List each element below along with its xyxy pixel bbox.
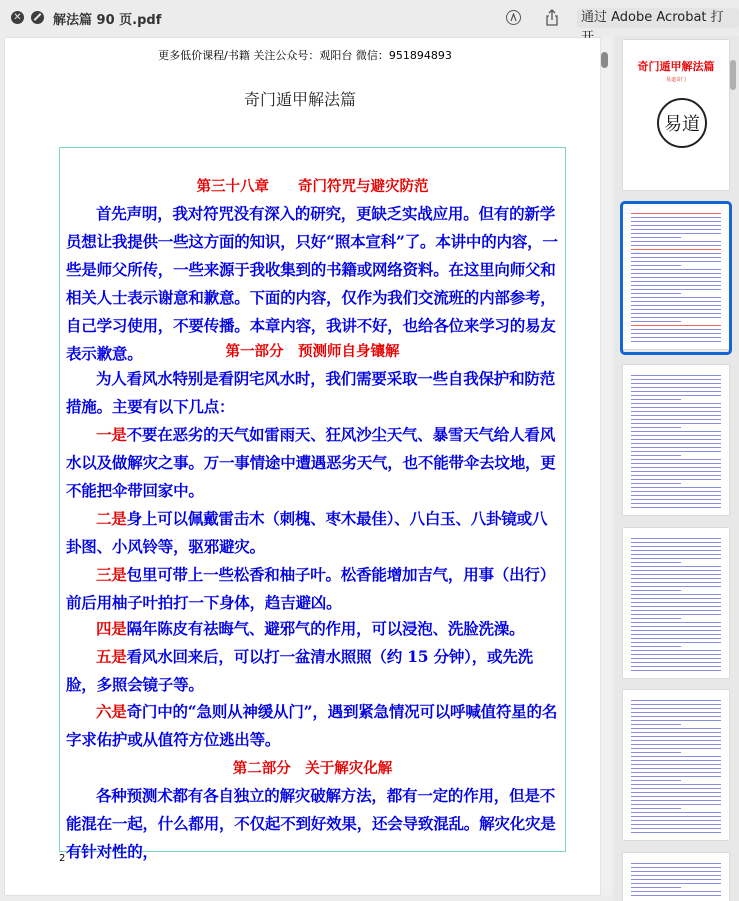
part1-heading: 第一部分 预测师自身镶解 [225, 343, 400, 360]
thumbnail-text-line [631, 471, 721, 472]
document-scrollbar[interactable] [600, 40, 610, 895]
thumbnail-text-line [631, 712, 721, 713]
thumbnail-text-line [631, 423, 721, 424]
thumbnail-text-line [631, 792, 721, 793]
thumbnail-text-line [631, 883, 721, 884]
list-item: 四是隔年陈皮有祛晦气、避邪气的作用，可以浸泡、洗脸洗澡。 [96, 619, 525, 638]
thumbnail-text-line [631, 395, 721, 396]
thumbnail-text-line [631, 832, 721, 833]
thumbnail-text-line [631, 744, 721, 745]
thumbnail-text-line [631, 459, 721, 460]
cover-title: 奇门遁甲解法篇 [637, 60, 715, 73]
thumbnail-text-line [631, 447, 721, 448]
thumbnail-text-line [631, 538, 721, 539]
list-item: 二是身上可以佩戴雷击木（刺槐、枣木最佳）、八白玉、八卦镜或八卦图、小风铃等，驱邪避灾。 [66, 509, 548, 556]
thumbnail-text-line [631, 666, 721, 667]
thumbnail-text-line [631, 704, 721, 705]
thumbnail-text-line [631, 582, 721, 583]
thumbnail-text-line [631, 578, 721, 579]
thumbnail-text-line [631, 491, 721, 492]
thumbnail-text-line [631, 455, 681, 456]
thumbnail-text-line [631, 879, 721, 880]
thumbnail-text-line [631, 895, 721, 896]
thumbnail-text-line [631, 863, 721, 864]
thumbnail-text-line [631, 550, 721, 551]
thumbnail-text-line [631, 708, 721, 709]
cover-subtitle: 易道奇门 [665, 77, 686, 83]
thumbnail-text-line [631, 875, 721, 876]
thumbnail-text-line [631, 602, 721, 603]
thumbnail-text-line [631, 820, 721, 821]
thumbnail-text-line [631, 507, 721, 508]
cover-logo [657, 98, 707, 148]
page-title: 奇门遁甲解法篇 [243, 90, 356, 109]
thumbnail-text-line [631, 475, 721, 476]
thumbnail-page-3[interactable] [623, 365, 729, 515]
thumbnail-text-line [631, 439, 721, 440]
thumbnail-text-line [631, 634, 721, 635]
thumbnail-text-line [631, 435, 721, 436]
part2-heading: 第二部分 关于解灾化解 [232, 760, 393, 777]
thumbnail-text-line [631, 594, 721, 595]
content-frame [59, 147, 566, 861]
thumbnail-text-line [631, 780, 681, 781]
thumbnail-text-line [631, 487, 721, 488]
thumbnail-text-line [631, 562, 681, 563]
thumbnail-text-line [631, 816, 721, 817]
thumbnail-text-line [631, 479, 721, 480]
sidebar-scrollbar[interactable] [730, 60, 736, 90]
title-bar [0, 0, 739, 36]
thumbnail-text-line [631, 756, 721, 757]
thumbnail-text-line [631, 495, 721, 496]
page-number: 2 [59, 853, 66, 864]
thumbnail-text-line [631, 618, 681, 619]
thumbnail-text-line [631, 891, 721, 892]
thumbnail-text-line [631, 379, 721, 380]
thumbnail-text-line [631, 670, 721, 671]
thumbnail-text-line [631, 554, 721, 555]
chapter-heading: 第三十八章 奇门符咒与避灾防范 [196, 178, 429, 195]
thumbnail-text-line [631, 728, 721, 729]
thumbnail-text-line [631, 431, 721, 432]
thumbnail-text-line [631, 752, 681, 753]
thumbnail-text-line [631, 610, 721, 611]
thumbnail-text-line [631, 776, 721, 777]
thumbnail-text-line [631, 566, 721, 567]
thumbnail-text-line [631, 558, 721, 559]
thumbnail-page-6[interactable] [623, 853, 729, 901]
thumbnail-text-line [631, 399, 681, 400]
thumbnail-text-line [631, 658, 721, 659]
thumbnail-text-line [631, 804, 721, 805]
thumbnail-text-line [631, 383, 721, 384]
thumbnail-text-line [631, 740, 721, 741]
thumbnail-text-line [631, 654, 721, 655]
thumbnail-text-line [631, 546, 721, 547]
thumbnail-text-line [631, 812, 721, 813]
thumbnail-text-line [631, 590, 681, 591]
cover-logo-text: 易道 [664, 114, 700, 135]
thumbnail-text-line [631, 808, 681, 809]
thumbnail-text-line [631, 720, 721, 721]
thumbnail-page-1[interactable] [623, 40, 729, 190]
thumbnail-text-line [631, 419, 721, 420]
thumbnail-text-line [631, 626, 721, 627]
thumbnail-text-line [631, 391, 721, 392]
thumbnail-text-line [631, 499, 721, 500]
share-icon[interactable] [545, 9, 559, 27]
thumbnail-text-line [631, 503, 721, 504]
page-header: 更多低价课程/书籍 关注公众号：观阳台 微信：951894893 [158, 49, 452, 62]
intro-paragraph: 首先声明，我对符咒没有深入的研究，更缺乏实战应用。但有的新学员想让我提供一些这方面的知识，只好“照本宣科”了。本讲中的内容，一些是师父所传，一些来源于我收集到的书籍或网络资料。在这里向师父和相关人士表示谢意和歉意。下面的内容，仅作为我们交流班的内部参考，自己学习使用，不要传播。本章内容，我讲不好，也给各位来学习的易友表示歉意。 [66, 204, 558, 363]
thumbnail-text-line [631, 716, 721, 717]
thumbnail-text-line [631, 606, 721, 607]
thumbnail-selection [620, 201, 732, 355]
markup-icon[interactable] [506, 10, 521, 25]
thumbnail-page-5[interactable] [623, 690, 729, 840]
block-icon[interactable] [31, 11, 44, 24]
thumbnail-text-line [631, 800, 721, 801]
thumbnail-text-line [631, 867, 721, 868]
thumbnail-text-line [631, 788, 721, 789]
thumbnail-text-line [631, 467, 721, 468]
open-in-acrobat-button[interactable]: 通过 Adobe Acrobat 打 [577, 8, 739, 28]
list-item: 五是看风水回来后，可以打一盆清水照照（约 15 分钟），或先洗脸，多照会镜子等。 [66, 647, 533, 694]
thumbnail-text-line [631, 760, 721, 761]
part2-paragraph: 各种预测术都有各自独立的解灾破解方法，都有一定的作用，但是不能混在一起，什么都用，不仅起不到好效果，还会导致混乱。解灾化灾是有针对性的， [66, 786, 556, 861]
thumbnail-text-line [631, 614, 721, 615]
thumbnail-page-4[interactable] [623, 528, 729, 678]
thumbnail-text-line [631, 411, 721, 412]
thumbnail-text-line [631, 483, 681, 484]
list-item: 一是不要在恶劣的天气如雷雨天、狂风沙尘天气、暴雪天气给人看风水以及做解灾之事。万一事情途中遭遇恶劣天气，也不能带伞去坟地，更不能把伞带回家中。 [66, 425, 556, 500]
thumbnail-text-line [631, 638, 721, 639]
thumbnail-text-line [631, 824, 721, 825]
thumbnail-text-line [631, 736, 721, 737]
thumbnail-text-line [631, 828, 721, 829]
thumbnail-text-line [631, 586, 721, 587]
thumbnail-text-line [631, 871, 721, 872]
thumbnail-text-line [631, 427, 681, 428]
thumbnail-text-line [631, 443, 721, 444]
list-item: 六是奇门中的“急则从神缓从门”，遇到紧急情况可以呼喊值符星的名字求佑护或从值符方位逃出等。 [66, 702, 558, 749]
thumbnail-text-line [631, 732, 721, 733]
close-icon[interactable]: ✕ [11, 11, 24, 24]
thumbnail-text-line [631, 570, 721, 571]
thumbnail-text-line [631, 630, 721, 631]
thumbnail-text-line [631, 784, 721, 785]
thumbnail-text-line [631, 574, 721, 575]
thumbnail-text-line [631, 700, 721, 701]
thumbnail-text-line [631, 646, 681, 647]
thumbnail-text-line [631, 415, 721, 416]
thumbnail-text-line [631, 887, 681, 888]
thumbnail-text-line [631, 764, 721, 765]
thumbnail-text-line [631, 407, 721, 408]
thumbnail-text-line [631, 598, 721, 599]
thumbnail-text-line [631, 387, 721, 388]
thumbnail-text-line [631, 650, 721, 651]
thumbnail-text-line [631, 748, 721, 749]
thumbnail-text-line [631, 768, 721, 769]
list-item: 三是包里可带上一些松香和柚子叶。松香能增加吉气，用事（出行）前后用柚子叶拍打一下身体，趋吉避凶。 [66, 565, 556, 612]
thumbnail-text-line [631, 622, 721, 623]
thumbnail-text-line [631, 375, 721, 376]
thumbnail-text-line [631, 403, 721, 404]
thumbnail-text-line [631, 542, 721, 543]
thumbnail-text-line [631, 772, 721, 773]
thumbnail-text-line [631, 796, 721, 797]
window-title: 解法篇 90 页.pdf [53, 13, 162, 28]
thumbnail-text-line [631, 451, 721, 452]
document-scroll-thumb[interactable] [601, 52, 608, 68]
thumbnail-text-line [631, 642, 721, 643]
part1-intro: 为人看风水特别是看阴宅风水时，我们需要采取一些自我保护和防范措施。主要有以下几点： [66, 369, 556, 416]
pdf-page [5, 38, 600, 895]
thumbnail-text-line [631, 662, 721, 663]
thumbnail-text-line [631, 724, 681, 725]
thumbnail-text-line [631, 463, 721, 464]
